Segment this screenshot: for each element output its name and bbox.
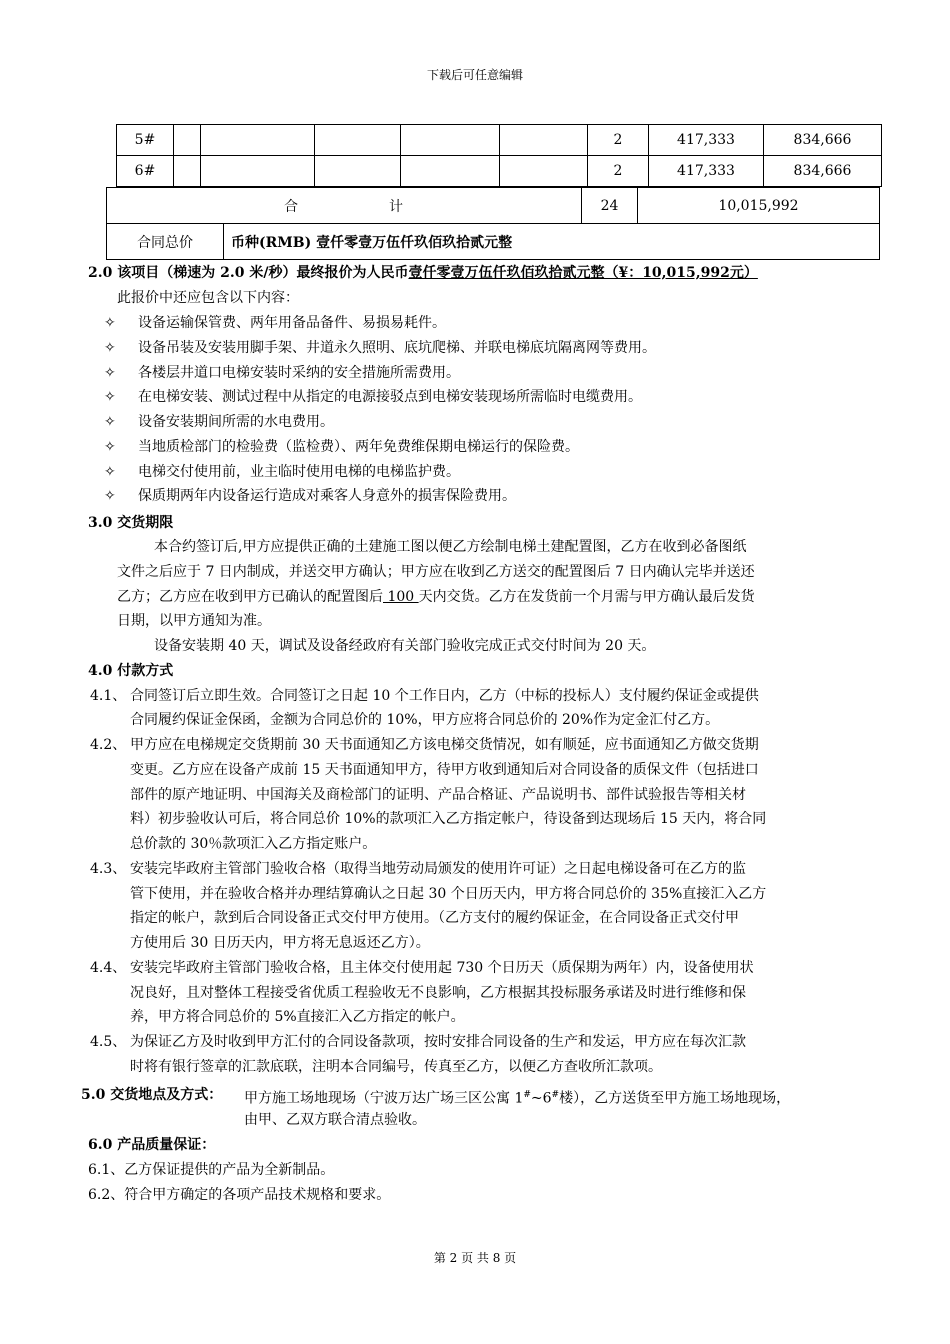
payment-item-line: 方使用后 30 日历天内，甲方将无息返还乙方）。 [130,935,430,951]
list-item: 设备吊装及安装用脚手架、井道永久照明、底坑爬梯、并联电梯底坑隔离网等费用。 [138,340,656,356]
row-subtotal: 834,666 [764,156,882,187]
total-row [107,188,880,224]
bullet-icon: ✧ [104,340,116,356]
row-qty: 2 [588,125,649,156]
payment-item-line: 时将有银行签章的汇款底联，注明本合同编号，传真至乙方，以便乙方查收所汇款项。 [130,1059,662,1075]
total-qty: 24 [582,188,638,224]
list-item: 保质期两年内设备运行造成对乘客人身意外的损害保险费用。 [138,488,516,504]
payment-item-line: 指定的帐户，款到后合同设备正式交付甲方使用。（乙方支付的履约保证金，在合同设备正式交付甲 [130,910,739,926]
installation-period: 设备安装期 40 天，调试及设备经政府有关部门验收完成正式交付时间为 20 天。 [154,638,656,654]
list-item: 在电梯安装、测试过程中从指定的电源接驳点到电梯安装现场所需临时电缆费用。 [138,389,642,405]
quality-item: 6.1、乙方保证提供的产品为全新制品。 [88,1162,335,1178]
payment-item-line: 合同履约保证金保函，金额为合同总价的 10%，甲方应将合同总价的 20%作为定金汇付乙方。 [130,712,720,728]
row-label: 5# [117,125,174,156]
section-3-heading: 3.0 交货期限 [88,515,174,531]
payment-item-line: 合同签订后立即生效。合同签订之日起 10 个工作日内，乙方（中标的投标人）支付履约保证金或提供 [130,688,759,704]
bullet-icon: ✧ [104,488,116,504]
bullet-icon: ✧ [104,365,116,381]
payment-item-line: 安装完毕政府主管部门验收合格（取得当地劳动局颁发的使用许可证）之日起电梯设备可在乙方的监 [130,861,746,877]
contract-total-value: 币种(RMB) 壹仟零壹万伍仟玖佰玖拾贰元整 [224,224,880,260]
payment-item-line: 料）初步验收认可后，将合同总价 10%的款项汇入乙方指定帐户，待设备到达现场后 15 天内，将合同 [130,811,767,827]
payment-item-line: 况良好，且对整体工程接受省优质工程验收无不良影响，乙方根据其投标服务承诺及时进行维修和保 [130,985,746,1001]
payment-item-line: 变更。乙方应在设备产成前 15 天书面通知甲方，待甲方收到通知后对合同设备的质保文件（包括进口 [130,762,759,778]
quality-item: 6.2、符合甲方确定的各项产品技术规格和要求。 [88,1187,391,1203]
row-unit-price: 417,333 [649,125,764,156]
price-table-rows [116,124,882,187]
row-label: 6# [117,156,174,187]
section-2-heading: 2.0 该项目（梯速为 2.0 米/秒）最终报价为人民币壹仟零壹万伍仟玖佰玖拾贰元整（¥：10,015,992元） [88,265,758,281]
payment-item-number: 4.4、 [90,960,127,976]
list-item: 当地质检部门的检验费（监检费）、两年免费维保期电梯运行的保险费。 [138,439,579,455]
table-row [117,125,882,156]
final-price-underlined: 壹仟零壹万伍仟玖佰玖拾贰元整（¥：10,015,992元） [408,265,758,281]
payment-item-line: 为保证乙方及时收到甲方汇付的合同设备款项，按时安排合同设备的生产和发运，甲方应在每次汇款 [130,1034,746,1050]
bullet-icon: ✧ [104,439,116,455]
payment-item-line: 部件的原产地证明、中国海关及商检部门的证明、产品合格证、产品说明书、部件试验报告等相关材 [130,787,746,803]
payment-item-line: 安装完毕政府主管部门验收合格，且主体交付使用起 730 个日历天（质保期为两年）内，设备使用状 [130,960,754,976]
row-qty: 2 [588,156,649,187]
delivery-paragraph-line: 文件之后应于 7 日内制成，并送交甲方确认；甲方应在收到乙方送交的配置图后 7 日内确认完毕并送还 [117,564,755,580]
payment-item-line: 总价款的 30％款项汇入乙方指定账户。 [130,836,377,852]
delivery-location: 甲方施工场地现场（宁波万达广场三区公寓 1#~6#楼），乙方送货至甲方施工场地现场， [244,1090,791,1107]
row-subtotal: 834,666 [764,125,882,156]
row-unit-price: 417,333 [649,156,764,187]
bullet-icon: ✧ [104,315,116,331]
list-item: 设备运输保管费、两年用备品备件、易损易耗件。 [138,315,446,331]
page-header: 下载后可任意编辑 [426,68,523,82]
section-2-intro: 此报价中还应包含以下内容： [117,290,299,306]
payment-item-line: 养，甲方将合同总价的 5%直接汇入乙方指定的帐户。 [130,1009,465,1025]
contract-total-label: 合同总价 [107,224,224,260]
delivery-paragraph-line: 乙方；乙方应在收到甲方已确认的配置图后 100 天内交货。乙方在发货前一个月需与甲方确认最后发货 [117,589,755,605]
contract-total-row [107,224,880,260]
page-footer: 第 2 页 共 8 页 [433,1251,517,1265]
payment-item-number: 4.3、 [90,861,127,877]
payment-item-line: 管下使用，并在验收合格并办理结算确认之日起 30 个日历天内，甲方将合同总价的 35%直接汇入乙方 [130,886,767,902]
section-6-heading: 6.0 产品质量保证： [88,1137,216,1153]
bullet-icon: ✧ [104,389,116,405]
price-table-totals [106,187,880,260]
delivery-paragraph-line: 日期，以甲方通知为准。 [117,613,271,629]
section-5-heading: 5.0 交货地点及方式： [81,1087,223,1103]
bullet-icon: ✧ [104,464,116,480]
bullet-icon: ✧ [104,414,116,430]
section-4-heading: 4.0 付款方式 [88,663,174,679]
delivery-paragraph-line: 本合约签订后,甲方应提供正确的土建施工图以便乙方绘制电梯土建配置图，乙方在收到必备图纸 [154,539,747,555]
payment-item-number: 4.1、 [90,688,127,704]
total-label: 合 计 [107,188,582,224]
delivery-location-line2: 由甲、乙双方联合清点验收。 [244,1112,426,1128]
list-item: 电梯交付使用前，业主临时使用电梯的电梯监护费。 [138,464,460,480]
payment-item-number: 4.5、 [90,1034,127,1050]
payment-item-line: 甲方应在电梯规定交货期前 30 天书面通知乙方该电梯交货情况，如有顺延，应书面通知乙方做交货期 [130,737,759,753]
table-row [117,156,882,187]
payment-item-number: 4.2、 [90,737,127,753]
delivery-days: 100 [383,589,419,605]
list-item: 各楼层井道口电梯安装时采纳的安全措施所需费用。 [138,365,460,381]
list-item: 设备安装期间所需的水电费用。 [138,414,334,430]
total-amount: 10,015,992 [638,188,880,224]
